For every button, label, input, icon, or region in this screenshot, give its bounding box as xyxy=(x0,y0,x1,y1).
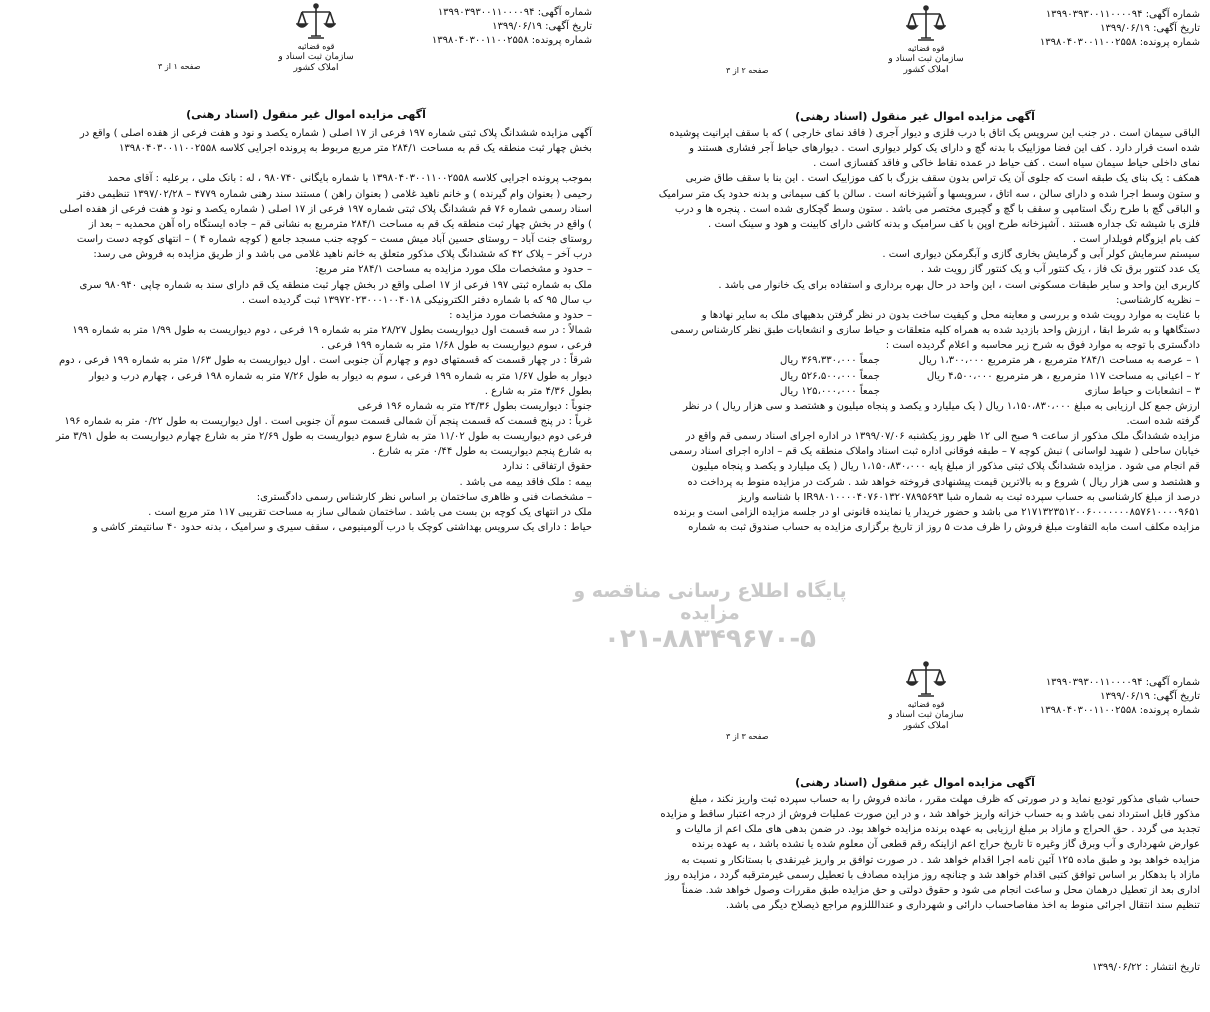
text-line: تجدید می گردد . حق الحراج و مازاد بر مبلغ ارزیابی به عهده برنده مزایده خواهد بود. در ضمن بدهی های ملک اعم از مالیات و xyxy=(676,824,1200,836)
text-line: ملک به شماره ثبتی ۱۹۷ فرعی از ۱۷ اصلی واقع در بخش چهار ثبت منطقه یک قم دارای سند به شماره چاپی ۹۸۰۹۴۰ سری xyxy=(79,279,592,291)
text-line: شده است قرار دارد . کف این فضا موزاییک با بدنه گچ و دارای یک کولر دیواری است . دیوارهای حیاط آجر فشاری هستند و xyxy=(689,143,1200,155)
org-name-text: سازمان ثبت اسناد و املاک کشور xyxy=(278,52,354,73)
text-line: ) واقع در بخش چهار ثبت منطقه یک قم به مساحت ۲۸۴/۱ مترمربع به نشانی قم – جاده ایستگاه راه آهن محمدیه – بعد از xyxy=(88,218,592,230)
watermark xyxy=(560,580,860,654)
text-line: و ستون وسط اجرا شده و دارای سالن ، سه اتاق ، سرویسها و آشپزخانه است . سالن با کف سیمانی و بدنه حدود یک متر سرامیک xyxy=(658,188,1200,200)
header-meta: شماره آگهی: ۱۳۹۹۰۳۹۳۰۰۱۱۰۰۰۰۹۴ تاریخ آگهی: ۱۳۹۹/۰۶/۱۹ شماره پرونده: ۱۳۹۸۰۴۰۳۰۰۱۱۰۰۲۵۵۸ xyxy=(431,7,592,46)
notice-body xyxy=(630,126,1200,535)
text-line: ارزش جمع کل ارزیابی به مبلغ ۱،۱۵۰،۸۳۰،۰۰۰ ریال ( یک میلیارد و یکصد و پنجاه میلیون و هشتصد و سی هزار ریال ) در نظر xyxy=(682,400,1200,412)
notice-body xyxy=(20,126,592,535)
scales-of-justice-icon xyxy=(906,660,946,700)
valuation-row xyxy=(630,369,1200,384)
watermark-site-name: پایگاه اطلاع رسانی مناقصه و مزایده xyxy=(573,580,847,624)
text-line: و هشتصد و سی هزار ریال ) شروع و به بالاترین قیمت پیشنهادی فروخته خواهد شد . شرکت در مزایده منوط به پرداخت ده xyxy=(687,476,1200,488)
notice-title: آگهی مزایده اموال غیر منقول (اسناد رهنی) xyxy=(795,776,1035,789)
text-line: مزایده ششدانگ ملک مذکور از ساعت ۹ صبح الی ۱۲ ظهر روز یکشنبه ۱۳۹۹/۰۷/۰۶ در اداره اجرای اسناد رسمی قم واقع در xyxy=(685,431,1200,443)
text-line: دستگاهها و به شرط ابقا ، ارزش واحد بازدید شده به همراه کلیه متعلقات و حیاط سازی و انشعابات طبق نظر کارشناس رسمی xyxy=(670,325,1200,337)
notice-page-3 xyxy=(630,640,1200,1010)
judiciary-logo xyxy=(886,4,966,76)
judiciary-logo xyxy=(276,2,356,74)
text-line: جنوباً : دیواریست بطول ۲۴/۳۶ متر به شماره ۱۹۶ فرعی xyxy=(357,400,592,412)
ad-date: ۱۳۹۹/۰۶/۱۹ xyxy=(1100,23,1150,34)
page-number: صفحه ۱ از ۳ xyxy=(158,62,201,71)
text-line: درب آخر – پلاک ۴۲ که ششدانگ پلاک مذکور متعلق به خانم ناهید غلامی می باشد و از طریق مزایده به فروش می رسد: xyxy=(93,249,592,261)
text-line: فرعی دوم دیواریست به طول ۱۱/۰۲ متر به شارع سوم دیواریست به طول ۲/۶۹ متر به شارع چهارم دیواریست به طول ۳/۹۱ متر xyxy=(55,431,592,443)
text-line: مازاد با بدهکار بر اساس توافق کتبی اقدام خواهد شد و چنانچه روز مزایده مصادف با تعطیل رسمی غیرمترقبه گردد ، مزایده روز xyxy=(665,869,1200,881)
text-line: – مشخصات فنی و ظاهری ساختمان بر اساس نظر کارشناس رسمی دادگستری: xyxy=(256,491,592,503)
text-line: الباقی سیمان است . در جنب این سرویس یک اتاق با درب فلزی و دیوار آجری ( فاقد نمای خارجی ) که با سقف ایرانیت پوشیده xyxy=(669,128,1200,139)
ad-number: ۱۳۹۹۰۳۹۳۰۰۱۱۰۰۰۰۹۴ xyxy=(1045,677,1143,688)
text-line: دیوار به طول ۱/۶۷ متر به شماره ۱۹۹ فرعی ، سوم به دیوار به طول ۷/۲۶ متر به شماره ۱۹۸ فرعی ، چهارم درب و دیوار xyxy=(88,370,592,382)
ad-number: ۱۳۹۹۰۳۹۳۰۰۱۱۰۰۰۰۹۴ xyxy=(1045,9,1143,20)
notice-title: آگهی مزایده اموال غیر منقول (اسناد رهنی) xyxy=(186,108,426,121)
judiciary-logo xyxy=(886,660,966,732)
text-line: به شارع پنجم دیواریست به طول ۰/۴۴ متر به شارع . xyxy=(371,446,592,458)
text-line: بطول ۴/۳۶ متر به شارع . xyxy=(484,385,592,397)
text-line: بیمه : ملک فاقد بیمه می باشد . xyxy=(459,476,592,488)
text-line: تنظیم سند انتقال اجرائی منوط به اخذ مفاصاحساب دارائی و شهرداری و عندالللزوم مراجع ذیصلاح دیگر می باشد. xyxy=(725,900,1200,912)
text-line: بخش چهار ثبت منطقه یک قم به مساحت ۲۸۴/۱ متر مربع مربوط به پرونده اجرایی کلاسه ۱۳۹۸۰۴۰۳۰۰۱۱۰۰۲۵۵۸ xyxy=(118,143,592,155)
text-line: و الباقی گچ با طرح رنگ استامپی و سقف با گچ و گچبری مختصر می باشد . ستون وسط گچکاری شده است . پنجره ها و درب xyxy=(674,203,1200,215)
notice-title: آگهی مزایده اموال غیر منقول (اسناد رهنی) xyxy=(795,110,1035,123)
text-line: – نظریه کارشناسی: xyxy=(1116,294,1200,306)
valuation-total: جمعاً ۱۲۵،۰۰۰،۰۰۰ ریال xyxy=(780,385,880,397)
text-line: عوارض شهرداری و آب وبرق گاز وغیره تا تاریخ حراج اعم ازاینکه رقم قطعی آن معلوم شده یا نشده باشد ، به عهده برنده xyxy=(691,839,1200,851)
publish-date: تاریخ انتشار : ۱۳۹۹/۰۶/۲۲ xyxy=(1092,962,1200,973)
text-line: ۲۱۷۱۳۲۳۵۱۲۰۰۶۰۰۰۰۰۰۰۸۵۷۶۱۰۰۰۰۹۶۵۱ می باشد و حضور خریدار یا نماینده قانونی او در جلسه مزایده الزامی است و برنده xyxy=(673,506,1200,518)
text-line: با عنایت به موارد رویت شده و بررسی و معاینه محل و کیفیت ساخت بدون در نظر گرفتن بدهیهای ملک به سایر نهادها و xyxy=(701,309,1200,321)
ad-date: ۱۳۹۹/۰۶/۱۹ xyxy=(492,21,542,32)
scales-of-justice-icon xyxy=(906,4,946,44)
watermark-phone: ۰۲۱-۸۸۳۴۹۶۷۰-۵ xyxy=(603,624,816,654)
page-number: صفحه ۲ از ۳ xyxy=(726,66,769,75)
text-line: – حدود و مشخصات ملک مورد مزایده به مساحت ۲۸۴/۱ متر مربع: xyxy=(315,264,592,276)
valuation-total: جمعاً ۵۲۶،۵۰۰،۰۰۰ ریال xyxy=(780,370,880,382)
valuation-item: ۳ – انشعابات و حیاط سازی xyxy=(1084,385,1200,397)
ad-date: ۱۳۹۹/۰۶/۱۹ xyxy=(1100,691,1150,702)
text-line: مزایده خواهد بود و طبق ماده ۱۲۵ آئین نامه اجرا اقدام خواهد شد . در صورت توافق بر واریز غیرنقدی با بستانکار و نسبت به xyxy=(681,854,1200,866)
valuation-total: جمعاً ۳۶۹،۳۳۰،۰۰۰ ریال xyxy=(780,355,880,367)
text-line: اسناد رسمی شماره ۷۶ قم ششدانگ پلاک ثبتی شماره ۱۹۷ فرعی از ۱۷ اصلی ( شماره یکصد و نود و هفت فرعی از هفده اصلی xyxy=(59,203,592,215)
org-top-text: قوه قضائیه xyxy=(907,44,945,53)
text-line: خیابان ساحلی ( شهید لواسانی ) نبش کوچه ۷ – طبقه فوقانی اداره ثبت اسناد واملاک منطقه یک قم – اداره اجرای اسناد رسمی xyxy=(669,446,1200,458)
text-line: حساب شبای مذکور تودیع نماید و در صورتی که ظرف مهلت مقرر ، مانده فروش را به حساب سپرده ثبت واریز نکند ، مبلغ xyxy=(689,794,1200,805)
text-line: شرقاً : در چهار قسمت که قسمتهای دوم و چهارم آن جنوبی است . اول دیواریست به طول ۱/۶۳ متر به شماره ۱۹۹ فرعی ، دوم xyxy=(59,355,592,367)
text-line: درصد از مبلغ کارشناسی به حساب سپرده ثبت به شماره شبا IR۹۸۰۱۰۰۰۰۴۰۷۶۰۱۳۲۰۷۸۹۵۶۹۳ با شناسه واریز xyxy=(738,491,1200,503)
page-header xyxy=(20,0,592,110)
text-line: مذکور قابل استرداد نمی باشد و به حساب خزانه واریز خواهد شد ، و در این صورت عملیات فروش از درجه اعتبار ساقط و مزایده xyxy=(660,809,1200,821)
text-line: یک عدد کنتور برق تک فاز ، یک کنتور آب و یک کنتور گاز رویت شد . xyxy=(920,264,1200,276)
text-line: ب سال ۹۵ که با شماره دفتر الکترونیکی ۱۳۹۷۲۰۲۳۰۰۰۱۰۰۴۰۱۸ ثبت گردیده است . xyxy=(241,294,592,306)
page-number: صفحه ۳ از ۳ xyxy=(726,732,769,741)
text-line: – حدود و مشخصات مورد مزایده : xyxy=(449,309,592,321)
text-line: بموجب پرونده اجرایی کلاسه ۱۳۹۸۰۴۰۳۰۰۱۱۰۰۲۵۵۸ با شماره بایگانی ۹۸۰۷۴۰ ، له : بانک ملی ، برعلیه : آقای محمد xyxy=(107,173,592,185)
text-line: گرفته شده است. xyxy=(1126,415,1200,427)
text-line: حقوق ارتفاقی : ندارد xyxy=(502,461,592,473)
header-meta: شماره آگهی: ۱۳۹۹۰۳۹۳۰۰۱۱۰۰۰۰۹۴ تاریخ آگهی: ۱۳۹۹/۰۶/۱۹ شماره پرونده: ۱۳۹۸۰۴۰۳۰۰۱۱۰۰۲۵۵۸ xyxy=(1039,9,1200,48)
notice-page-2 xyxy=(630,0,1200,600)
text-line: اداری بعد از تعطیل درهمان محل و ساعت انجام می شود و حقوق دولتی و حق مزایده طبق مقررات وصول خواهد شد. ضمناً xyxy=(681,884,1200,896)
text-line xyxy=(20,156,592,171)
page-header xyxy=(630,0,1200,110)
text-line: رحیمی ( بعنوان وام گیرنده ) و خانم ناهید غلامی ( بعنوان راهن ) مستند سند رهنی شماره ۴۷۷۹ – ۱۳۹۷/۰۲/۲۸ تنظیمی دفتر xyxy=(77,188,592,200)
text-line: فلزی با شیشه تک جداره هستند . آشپزخانه طرح اوپن با کف سرامیک و بدنه کاشی دارای کابینت و هود و سینک است . xyxy=(708,218,1200,230)
text-line: آگهی مزایده ششدانگ پلاک ثبتی شماره ۱۹۷ فرعی از ۱۷ اصلی ( شماره یکصد و نود و هفت فرعی از هفده اصلی ) واقع در xyxy=(79,128,592,139)
org-top-text: قوه قضائیه xyxy=(907,700,945,709)
scales-of-justice-icon xyxy=(296,2,336,42)
org-top-text: قوه قضائیه xyxy=(297,42,335,51)
text-line: همکف : یک بنای یک طبقه است که جلوی آن یک تراس بدون سقف بزرگ با کف موزاییک است . این بنا با سقف طاق ضربی xyxy=(685,173,1200,185)
file-number: ۱۳۹۸۰۴۰۳۰۰۱۱۰۰۲۵۵۸ xyxy=(431,35,529,46)
valuation-item: ۱ – عرصه به مساحت ۲۸۴/۱ مترمربع ، هر مترمربع ۱،۳۰۰،۰۰۰ ریال xyxy=(918,355,1200,367)
header-meta: شماره آگهی: ۱۳۹۹۰۳۹۳۰۰۱۱۰۰۰۰۹۴ تاریخ آگهی: ۱۳۹۹/۰۶/۱۹ شماره پرونده: ۱۳۹۸۰۴۰۳۰۰۱۱۰۰۲۵۵۸ xyxy=(1039,677,1200,716)
text-line: ملک در انتهای یک کوچه بن بست می باشد . ساختمان شمالی ساز به مساحت تقریبی ۱۱۷ متر مربع است . xyxy=(148,506,592,518)
page-header xyxy=(630,640,1200,750)
valuation-row xyxy=(630,384,1200,399)
file-number: ۱۳۹۸۰۴۰۳۰۰۱۱۰۰۲۵۵۸ xyxy=(1039,705,1137,716)
text-line: سیستم سرمایش کولر آبی و گرمایش بخاری گازی و آبگرمکن دیواری است . xyxy=(882,249,1200,261)
file-number: ۱۳۹۸۰۴۰۳۰۰۱۱۰۰۲۵۵۸ xyxy=(1039,37,1137,48)
text-line: کف بام ایزوگام فویلدار است . xyxy=(1072,234,1200,246)
org-name-text: سازمان ثبت اسناد و املاک کشور xyxy=(888,54,964,75)
text-line: فرعی ، سوم دیواریست به طول ۱/۶۸ متر به شماره ۱۹۹ فرعی . xyxy=(320,340,592,352)
org-name-text: سازمان ثبت اسناد و املاک کشور xyxy=(888,710,964,731)
text-line: شمالاً : در سه قسمت اول دیواریست بطول ۲۸/۲۷ متر به شماره ۱۹ فرعی ، دوم دیواریست به طول ۱/۹۹ متر به شماره ۱۹۹ xyxy=(72,325,592,337)
text-line: مزایده مکلف است مابه التفاوت مبلغ فروش را ظرف مدت ۵ روز از تاریخ برگزاری مزایده به حساب صندوق ثبت به شماره xyxy=(688,522,1200,534)
text-line: کاربری این واحد و سایر طبقات مسکونی است ، این واحد در حال بهره برداری و استفاده برای یک خانوار می باشد . xyxy=(718,279,1200,291)
text-line: غرباً : در پنج قسمت که قسمت پنجم آن شمالی قسمت سوم آن جنوبی است . اول دیواریست به طول ۰/۲۲ متر به شماره ۱۹۶ xyxy=(64,415,592,427)
valuation-item: ۲ – اعیانی به مساحت ۱۱۷ مترمربع ، هر مترمربع ۴،۵۰۰،۰۰۰ ریال xyxy=(926,370,1200,382)
text-line: نمای داخلی حیاط سیمان سیاه است . کف حیاط در عمده نقاط خاکی و فاقد کفسازی است . xyxy=(813,158,1200,170)
text-line: روستای جنت آباد – روستای حسین آباد میش مست – کوچه جنب مسجد جامع ( کوچه شماره ۴ ) – انتهای کوچه دست راست xyxy=(76,234,592,246)
text-line: حیاط : دارای یک سرویس بهداشتی کوچک با درب آلومینیومی ، سقف سیری و سرامیک ، بدنه حدود ۴۰ سانتیمتر کاشی و xyxy=(92,522,592,534)
notice-page-1 xyxy=(20,0,592,600)
text-line: قم انجام می شود . مزایده ششدانگ پلاک ثبتی مذکور از مبلغ پایه ۱،۱۵۰،۸۳۰،۰۰۰ ریال ( یک میلیارد و یکصد و پنجاه میلیون xyxy=(691,461,1200,473)
notice-body xyxy=(630,792,1200,913)
text-line: دادگستری با توجه به موارد فوق به شرح زیر محاسبه و اعلام گردیده است : xyxy=(885,340,1200,352)
valuation-row xyxy=(630,353,1200,368)
ad-number: ۱۳۹۹۰۳۹۳۰۰۱۱۰۰۰۰۹۴ xyxy=(437,7,535,18)
